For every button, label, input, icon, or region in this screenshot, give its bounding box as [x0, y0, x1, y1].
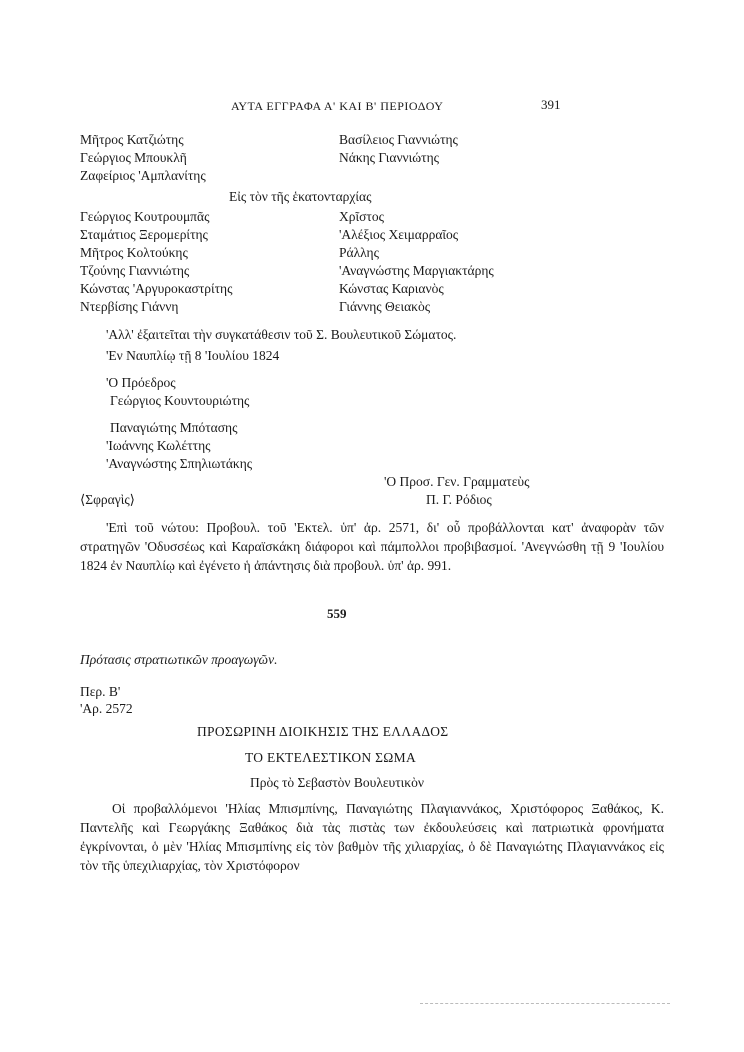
hek-left-3: Μῆτρος Κολτούκης	[80, 245, 188, 260]
hek-right-2: 'Αλέξιος Χειμαρραῖος	[339, 227, 459, 242]
hek-right-1: Χρῖστος	[339, 209, 384, 224]
place-date: 'Εν Ναυπλίῳ τῇ 8 'Ιουλίου 1824	[106, 348, 280, 363]
number-ref: 'Αρ. 2572	[80, 701, 133, 716]
page-edge-mark	[420, 1003, 670, 1004]
page-number: 391	[541, 97, 561, 112]
hek-left-6: Ντερβίσης Γιάννη	[80, 299, 179, 314]
consent-line: 'Αλλ' ἐξαιτεῖται τὴν συγκατάθεσιν τοῦ Σ. Βουλευτικοῦ Σώματος.	[106, 327, 457, 342]
hek-left-4: Τζούνης Γιαννιώτης	[80, 263, 190, 278]
verso-note: 'Επὶ τοῦ νώτου: Προβουλ. τοῦ 'Εκτελ. ὑπ' ἀρ. 2571, δι' οὗ προβάλλονται κατ' ἀναφορὰν τῶν στρατηγῶν 'Οδυσσέως καὶ Καραϊσκάκη διάφοροι καὶ πάμπολλοι προβιβασμοί. 'Ανεγνώσθη τῇ 9 'Ιουλίου 1824 ἐν Ναυπλίῳ καὶ ἐγένετο ἡ ἀπάντησις διὰ προβουλ. ὑπ' ἀρ. 991.	[80, 520, 664, 573]
hek-left-5: Κώνστας 'Αργυροκαστρίτης	[80, 281, 233, 296]
addressee: Πρὸς τὸ Σεβαστὸν Βουλευτικὸν	[250, 775, 424, 790]
president-name: Γεώργιος Κουντουριώτης	[110, 393, 250, 408]
name-right-1: Βασίλειος Γιαννιώτης	[339, 132, 458, 147]
hek-right-5: Κώνστας Καριανὸς	[339, 281, 444, 296]
body-paragraph: Οἱ προβαλλόμενοι 'Ηλίας Μπισμπίνης, Παναγιώτης Πλαγιαννάκος, Χριστόφορος Ξαθάκος, Κ. Παντελῆς καὶ Γεωργάκης Ξαθάκος διὰ τὰς πιστὰς των ἐκδουλεύσεις καὶ πατριωτικὰ φρονήματα ἐγκρίνονται, ὁ μὲν 'Ηλίας Μπισμπίνης εἰς τὸν βαθμὸν τῆς χιλιαρχίας, ὁ δὲ Παναγιώτης Πλαγιαννάκος εἰς τὸν τῆς ὑπεχιλιαρχίας, τὸν Χριστόφορον	[80, 801, 664, 873]
document-summary: Πρότασις στρατιωτικῶν προαγωγῶν.	[80, 652, 278, 667]
name-left-3: Ζαφείριος 'Αμπλανίτης	[80, 168, 206, 183]
hek-right-4: 'Αναγνώστης Μαργιακτάρης	[339, 263, 494, 278]
member-3: 'Αναγνώστης Σπηλιωτάκης	[106, 456, 253, 471]
name-left-1: Μῆτρος Κατζιώτης	[80, 132, 184, 147]
hek-right-6: Γιάννης Θειακὸς	[339, 299, 431, 314]
subheading-hekatontarchia: Εἰς τὸν τῆς ἑκατονταρχίας	[229, 189, 372, 204]
hek-left-1: Γεώργιος Κουτρουμπᾶς	[80, 209, 210, 224]
secretary-name: Π. Γ. Ρόδιος	[426, 492, 492, 507]
name-left-2: Γεώργιος Μπουκλῆ	[80, 150, 187, 165]
president-title: 'Ο Πρόεδρος	[106, 375, 176, 390]
period: Περ. Β'	[80, 684, 121, 699]
hek-left-2: Σταμάτιος Ξερομερίτης	[80, 227, 208, 242]
hek-right-3: Ράλλης	[339, 245, 379, 260]
member-2: 'Ιωάννης Κωλέττης	[106, 438, 211, 453]
member-1: Παναγιώτης Μπότασης	[110, 420, 238, 435]
title-line-1: ΠΡΟΣΩΡΙΝΗ ΔΙΟΙΚΗΣΙΣ ΤΗΣ ΕΛΛΑΔΟΣ	[197, 724, 449, 739]
secretary-title: 'Ο Προσ. Γεν. Γραμματεὺς	[384, 474, 530, 489]
running-title: ΑΥΤΑ ΕΓΓΡΑΦΑ Α' ΚΑΙ Β' ΠΕΡΙΟΔΟΥ	[231, 99, 444, 113]
name-right-2: Νάκης Γιαννιώτης	[339, 150, 439, 165]
title-line-2: ΤΟ ΕΚΤΕΛΕΣΤΙΚΟΝ ΣΩΜΑ	[245, 750, 416, 765]
seal: ⟨Σφραγὶς⟩	[80, 492, 135, 507]
document-number: 559	[327, 606, 347, 621]
